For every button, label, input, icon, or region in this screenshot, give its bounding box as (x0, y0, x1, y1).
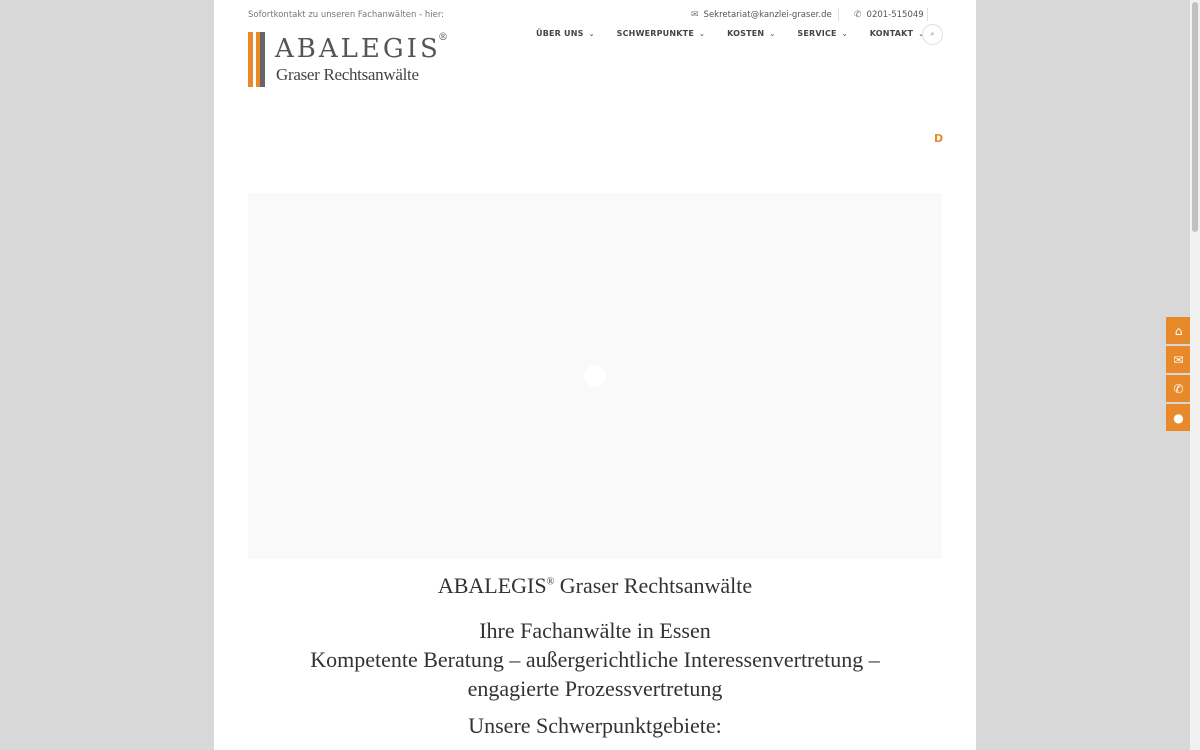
phone-text: 0201-515049 (866, 10, 924, 20)
chevron-down-icon: ⌄ (769, 29, 776, 38)
page-container (214, 0, 976, 750)
logo-word: ABALEGIS (275, 34, 441, 64)
news-ticker[interactable]: D (934, 132, 944, 145)
nav-item-label: KONTAKT (869, 29, 914, 38)
nav-item-label: ÜBER UNS (536, 29, 584, 38)
nav-item-service[interactable] (797, 29, 847, 38)
nav-item-kosten[interactable] (727, 29, 775, 38)
page-title (214, 573, 976, 599)
user-icon: ● (1173, 410, 1184, 425)
scrollbar-thumb[interactable] (1192, 2, 1198, 232)
side-user-button[interactable] (1166, 404, 1191, 431)
top-contact-text: Sofortkontakt zu unseren Fachanwälten - hier: (248, 10, 445, 20)
search-icon: ⌕ (930, 30, 935, 38)
email-link[interactable] (691, 10, 832, 20)
subtitle-block (214, 616, 976, 703)
main-nav (536, 29, 946, 38)
title-rest: Graser Rechtsanwälte (554, 573, 753, 598)
subtitle-line: Kompetente Beratung – außergerichtliche Interessenvertretung – (310, 647, 880, 672)
chevron-down-icon: ⌄ (588, 29, 595, 38)
video-player[interactable] (248, 193, 942, 559)
email-text: Sekretariat@kanzlei-graser.de (703, 10, 832, 20)
divider (927, 8, 928, 21)
nav-item-label: KOSTEN (727, 29, 765, 38)
envelope-icon: ✉ (1173, 352, 1184, 367)
envelope-icon: ✉ (691, 10, 699, 20)
nav-item-label: SERVICE (797, 29, 837, 38)
logo-bar (248, 32, 253, 87)
nav-item-kontakt[interactable] (870, 29, 925, 38)
subtitle-line: Ihre Fachanwälte in Essen (479, 618, 711, 643)
subtitle-line: engagierte Prozessvertretung (467, 676, 723, 701)
section-title: Unsere Schwerpunktgebiete: (468, 713, 722, 738)
side-home-button[interactable] (1166, 317, 1191, 344)
nav-item-label: SCHWERPUNKTE (616, 29, 694, 38)
logo[interactable] (248, 32, 453, 88)
chevron-down-icon: ⌄ (918, 29, 925, 38)
chevron-down-icon: ⌄ (699, 29, 706, 38)
side-phone-button[interactable] (1166, 375, 1191, 402)
chevron-down-icon: ⌄ (841, 29, 848, 38)
loading-spinner (584, 365, 606, 387)
side-email-button[interactable] (1166, 346, 1191, 373)
search-button[interactable] (922, 24, 943, 45)
title-main: ABALEGIS (437, 573, 547, 598)
logo-subtitle: Graser Rechtsanwälte (276, 65, 419, 84)
nav-item-schwerpunkte[interactable] (617, 29, 705, 38)
phone-icon: ✆ (854, 10, 862, 20)
divider (838, 8, 839, 21)
nav-item-ueber-uns[interactable] (536, 29, 595, 38)
title-registered: ® (546, 576, 555, 588)
home-icon: ⌂ (1174, 323, 1183, 338)
phone-icon: ✆ (1173, 381, 1184, 396)
phone-link[interactable] (854, 10, 924, 20)
logo-bar (260, 32, 265, 87)
logo-registered: ® (438, 32, 448, 43)
scrollbar[interactable] (1190, 0, 1200, 750)
